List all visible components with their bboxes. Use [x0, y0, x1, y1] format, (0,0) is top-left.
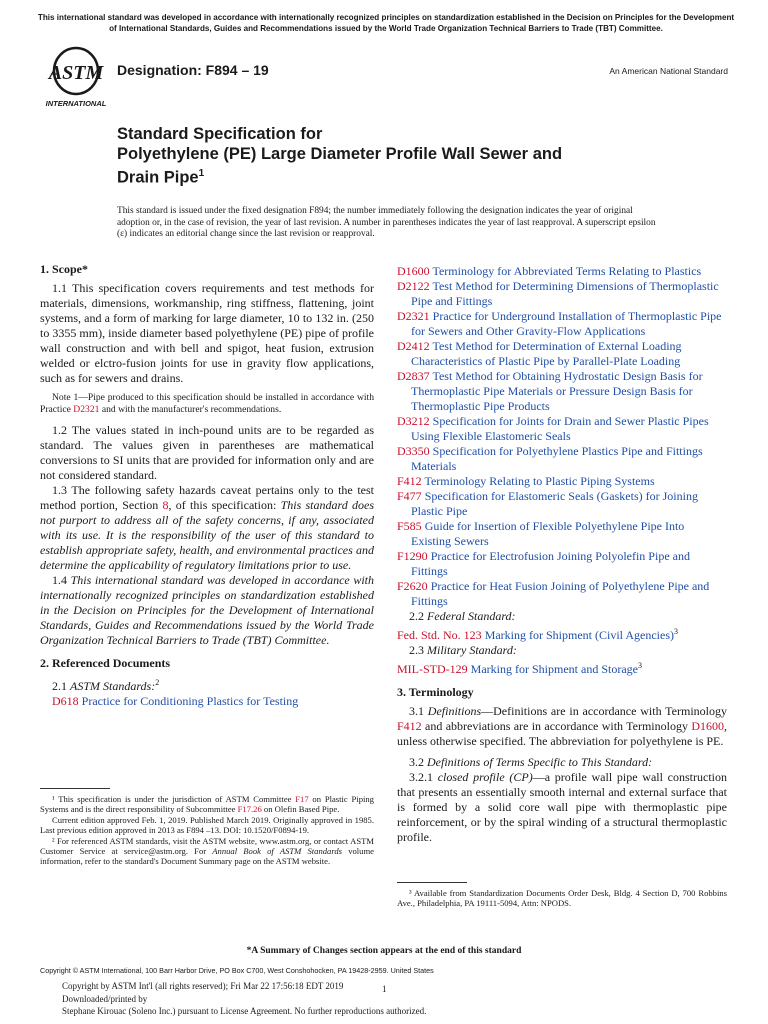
ref-code[interactable]: F1290: [397, 549, 428, 563]
ref-title[interactable]: Test Method for Obtaining Hydrostatic Design Basis for Thermoplastic Pipe Materials or Pressure Design Basis for Thermoplastic Pipe Products: [411, 369, 703, 413]
ref-code[interactable]: F412: [397, 474, 422, 488]
para-3-2: 3.2 Definitions of Terms Specific to This Standard:: [409, 755, 653, 769]
ref-title[interactable]: Terminology Relating to Plastic Piping Systems: [424, 474, 655, 488]
license-line-2: Downloaded/printed by: [62, 993, 148, 1004]
ref-code[interactable]: D2321: [397, 309, 430, 323]
ref-item: [397, 339, 727, 369]
ref-code[interactable]: D3212: [397, 414, 430, 428]
para-1-1: 1.1 This specification covers requirements and test methods for materials, dimensions, workmanship, ring stiffness, flattening, joint systems, and a form of marking for large diameter, 10 to 132 in. (250 to 3355 mm), inside diameter based polyethylene (PE) pipe of profile wall construction and with bell and spigot, heat fusion, extrusion welded or elctro-fusion joints for use in gravity flow applications, such as for sewers and drains.: [40, 281, 374, 385]
astm-reference-list: [397, 264, 727, 609]
link-mil-std-129[interactable]: MIL-STD-129: [397, 662, 468, 676]
license-line-3: Stephane Kirouac (Soleno Inc.) pursuant to License Agreement. No further reproductions authorized.: [62, 1006, 427, 1016]
ref-item: [397, 549, 727, 579]
ref-item: [397, 369, 727, 414]
link-f412[interactable]: F412: [397, 719, 422, 733]
designation: Designation: F894 – 19: [117, 62, 269, 78]
svg-text:ASTM: ASTM: [48, 62, 104, 84]
left-column: [40, 262, 374, 709]
terminology-heading: 3. Terminology: [397, 685, 474, 699]
license-block: [62, 980, 426, 1018]
para-1-4: 1.4 This international standard was developed in accordance with internationally recognized principles on standardization established in the Decision on Principles for the Development of International Standards, Guides and Recommendations issued by the World Trade Organization Technical Barriers to Trade (TBT) Committee.: [40, 573, 375, 647]
referenced-documents-heading: 2. Referenced Documents: [40, 656, 171, 670]
link-f17-26[interactable]: F17.26: [237, 804, 262, 815]
ref-code[interactable]: F2620: [397, 579, 428, 593]
ref-title[interactable]: Specification for Polyethylene Plastics Pipe and Fittings Materials: [411, 444, 703, 473]
footnotes-left: [40, 794, 374, 867]
link-mil-std-title[interactable]: Marking for Shipment and Storage: [470, 662, 638, 676]
footnote-1-edition: Current edition approved Feb. 1, 2019. Published March 2019. Originally approved in 1985. Last previous edition approved in 2013 as F894 –13. DOI: 10.1520/F0894-19.: [40, 814, 374, 836]
footnote-divider-left: [40, 788, 110, 789]
para-3-2-1: 3.2.1 closed profile (CP)—a profile wall pipe wall construction that presents an essentially smooth internal and external surface that is formed by a solid core wall pipe with thermoplastic pipe reinforcement, or by the spiral winding of a structural thermoplastic profile.: [397, 770, 727, 844]
footnote-divider-right: [397, 882, 467, 883]
link-d2321[interactable]: D2321: [73, 403, 100, 415]
para-2-2: 2.2 Federal Standard:: [409, 609, 516, 623]
ref-item: [397, 444, 727, 474]
para-2-1: 2.1 ASTM Standards:$^2$: [52, 678, 160, 693]
ref-item: [397, 489, 727, 519]
ref-code[interactable]: D3350: [397, 444, 430, 458]
american-national-standard-label: An American National Standard: [609, 66, 728, 76]
top-notice: This international standard was developed in accordance with internationally recognized principles on standardization established in the Decision on Principles for the Development of International Standards, Guides and Recommendations issued by the World Trade Organization Technical Barriers to Trade (TBT) Committee.: [37, 13, 735, 33]
ref-title[interactable]: Practice for Electrofusion Joining Polyolefin Pipe and Fittings: [411, 549, 690, 578]
para-1-2: 1.2 The values stated in inch-pound units are to be regarded as standard. The values given in parentheses are mathematical conversions to SI units that are provided for information only and are not considered standard.: [40, 423, 374, 482]
ref-title[interactable]: Practice for Underground Installation of Thermoplastic Pipe for Sewers and Other Gravity-Flow Applications: [411, 309, 722, 338]
scope-heading: 1. Scope*: [40, 262, 88, 276]
para-3-1: 3.1 Definitions—Definitions are in accordance with Terminology F412 and abbreviations are in accordance with Terminology D1600, unless otherwise specified. The abbreviation for polyethylene is PE.: [397, 704, 727, 748]
footnote-2: ² For referenced ASTM standards, visit the ASTM website, www.astm.org, or contact ASTM Customer Service at service@astm.org. For Annual Book of ASTM Standards volume information, refer to the standard's Document Summary page on the ASTM website.: [40, 835, 374, 867]
summary-of-changes-note: *A Summary of Changes section appears at the end of this standard: [246, 946, 522, 956]
ref-title[interactable]: Practice for Heat Fusion Joining of Polyethylene Pipe and Fittings: [411, 579, 710, 608]
ref-mil-std: MIL-STD-129 Marking for Shipment and Storage$^3$: [397, 661, 642, 676]
copyright-line: Copyright © ASTM International, 100 Barr Harbor Drive, PO Box C700, West Conshohocken, PA 19428-2959. United States: [40, 966, 434, 975]
right-column: [397, 264, 727, 845]
license-line-1: Copyright by ASTM Int'l (all rights reserved); Fri Mar 22 17:56:18 EDT 2019: [62, 981, 344, 991]
ref-fed-std: Fed. Std. No. 123 Marking for Shipment (Civil Agencies)$^3$: [397, 627, 678, 642]
para-1-3: 1.3 The following safety hazards caveat pertains only to the test method portion, Section 8, of this specification: This standard does not purport to address all of the safety concerns, if any, associated with its use. It is the responsibility of the user of this standard to establish appropriate safety, health, and environmental practices and determine the applicability of regulatory limitations prior to use.: [40, 483, 375, 572]
ref-code[interactable]: F585: [397, 519, 422, 533]
title-line-2: Polyethylene (PE) Large Diameter Profile Wall Sewer and: [117, 145, 563, 163]
issued-note: This standard is issued under the fixed designation F894; the number immediately following the designation indicates the year of original adoption or, in the case of revision, the year of last revision. A number in parentheses indicates the year of last reapproval. A superscript epsilon (ε) indicates an editorial change since the last revision or reapproval.: [117, 206, 656, 240]
footnote-3: ³ Available from Standardization Documents Order Desk, Bldg. 4 Section D, 700 Robbins Ave., Philadelphia, PA 19111-5094, Attn: NPODS.: [397, 888, 727, 909]
page-number: 1: [382, 984, 387, 994]
link-section-8[interactable]: 8: [162, 498, 169, 512]
ref-item: [397, 264, 727, 279]
link-d1600[interactable]: D1600: [691, 719, 724, 733]
ref-item: [397, 474, 727, 489]
title-line-3: Drain Pipe$^1$: [117, 168, 205, 187]
ref-title[interactable]: Terminology for Abbreviated Terms Relating to Plastics: [432, 264, 702, 278]
ref-title[interactable]: Guide for Insertion of Flexible Polyethylene Pipe Into Existing Sewers: [411, 519, 685, 548]
ref-title[interactable]: Specification for Joints for Drain and Sewer Plastic Pipes Using Flexible Elastomeric Seals: [411, 414, 709, 443]
svg-text:INTERNATIONAL: INTERNATIONAL: [45, 99, 107, 108]
note-1: Note 1—Pipe produced to this specification should be installed in accordance with Practice D2321 and with the manufacturer's recommendations.: [40, 392, 374, 415]
ref-code[interactable]: D1600: [397, 264, 430, 278]
title-line-1: Standard Specification for: [117, 125, 323, 143]
ref-title[interactable]: Test Method for Determination of External Loading Characteristics of Plastic Pipe by Parallel-Plate Loading: [411, 339, 682, 368]
link-fed-std-123[interactable]: Fed. Std. No. 123: [397, 628, 482, 642]
link-d618[interactable]: D618: [52, 694, 79, 708]
ref-item: [397, 279, 727, 309]
footnote-1: ¹ This specification is under the jurisdiction of ASTM Committee F17 on Plastic Piping Systems and is the direct responsibility of Subcommittee F17.26 on Olefin Based Pipe.: [40, 794, 374, 815]
para-2-3: 2.3 Military Standard:: [409, 643, 517, 657]
ref-code[interactable]: D2122: [397, 279, 430, 293]
astm-logo-icon: [40, 46, 112, 108]
ref-d618: [52, 694, 374, 709]
ref-title[interactable]: Specification for Elastomeric Seals (Gaskets) for Joining Plastic Pipe: [411, 489, 698, 518]
ref-item: [397, 519, 727, 549]
ref-item: [397, 414, 727, 444]
ref-title[interactable]: Test Method for Determining Dimensions of Thermoplastic Pipe and Fittings: [411, 279, 719, 308]
footnotes-right: [397, 888, 727, 909]
link-d618-title[interactable]: Practice for Conditioning Plastics for Testing: [81, 694, 299, 708]
astm-logo: [40, 46, 112, 108]
title-footnote-mark: 1: [198, 168, 205, 179]
ref-code[interactable]: F477: [397, 489, 422, 503]
ref-item: [397, 579, 727, 609]
ref-item: [397, 309, 727, 339]
document-title: [117, 124, 677, 188]
ref-code[interactable]: D2412: [397, 339, 430, 353]
ref-code[interactable]: D2837: [397, 369, 430, 383]
link-fed-std-title[interactable]: Marking for Shipment (Civil Agencies): [484, 628, 674, 642]
link-f17[interactable]: F17: [295, 794, 309, 804]
